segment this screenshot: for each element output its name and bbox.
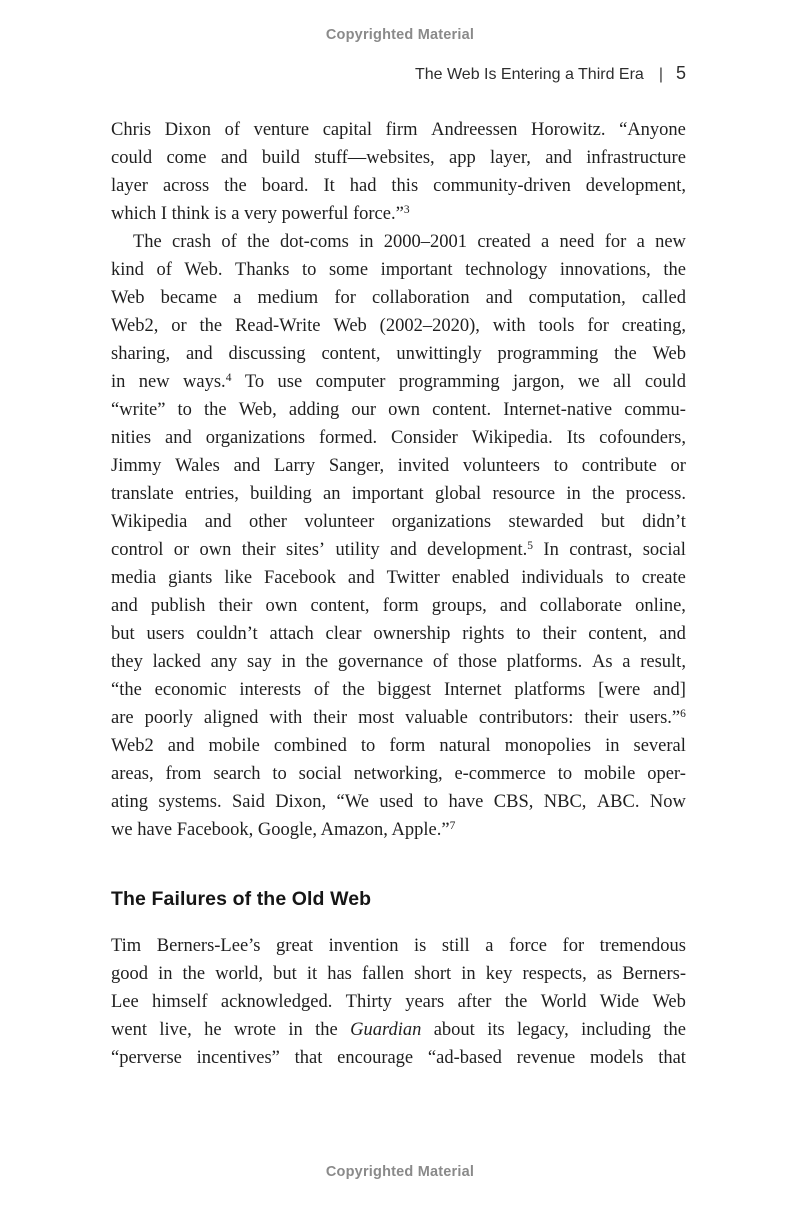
text-line: The crash of the dot-coms in 2000–2001 created a need for a new <box>133 232 686 252</box>
paragraph <box>111 116 686 228</box>
text-line: in new ways.$^4$ To use computer programming jargon, we all could <box>111 372 686 392</box>
text-line: Web2 and mobile combined to form natural monopolies in several <box>111 736 686 756</box>
running-header <box>415 63 686 84</box>
running-title: The Web Is Entering a Third Era <box>414 66 644 83</box>
text-line: Lee himself acknowledged. Thirty years after the World Wide Web <box>111 992 686 1012</box>
copyright-notice-bottom: Copyrighted Material <box>325 1164 475 1180</box>
text-line: could come and build stuff—websites, app layer, and infrastructure <box>111 148 686 168</box>
footnote-reference: 4 <box>225 372 232 384</box>
text-line: “the economic interests of the biggest Internet platforms [were and] <box>111 680 686 700</box>
text-line: sharing, and discussing content, unwittingly programming the Web <box>111 344 686 364</box>
text-line: “write” to the Web, adding our own content. Internet-native commu- <box>111 400 686 420</box>
paragraph <box>111 228 686 844</box>
text-line: Chris Dixon of venture capital firm Andreessen Horowitz. “Anyone <box>111 120 686 140</box>
text-line: which I think is a very powerful force.”$^3$ <box>111 204 410 224</box>
text-line: went live, he wrote in the Guardian about its legacy, including the <box>111 1020 686 1040</box>
footnote-reference: 7 <box>449 820 456 832</box>
text-line: nities and organizations formed. Consider Wikipedia. Its cofounders, <box>111 428 686 448</box>
copyright-notice-top: Copyrighted Material <box>325 27 475 43</box>
italic-text: Guardian <box>350 1020 422 1040</box>
section-heading: The Failures of the Old Web <box>111 888 372 910</box>
text-line: Web became a medium for collaboration and computation, called <box>111 288 686 308</box>
paragraph <box>111 932 686 1072</box>
text-line: and publish their own content, form groups, and collaborate online, <box>111 596 686 616</box>
text-line: are poorly aligned with their most valuable contributors: their users.”$^6$ <box>111 708 686 728</box>
text-line: control or own their sites’ utility and development.$^5$ In contrast, social <box>111 540 686 560</box>
text-line: Tim Berners-Lee’s great invention is still a force for tremendous <box>111 936 686 956</box>
footnote-reference: 6 <box>680 708 686 720</box>
page-number: 5 <box>675 63 686 83</box>
text-line: Web2, or the Read-Write Web (2002–2020), with tools for creating, <box>111 316 686 336</box>
text-line: they lacked any say in the governance of those platforms. As a result, <box>111 652 686 672</box>
text-line: good in the world, but it has fallen short in key respects, as Berners- <box>111 964 686 984</box>
footnote-reference: 3 <box>403 204 410 216</box>
text-line: Jimmy Wales and Larry Sanger, invited volunteers to contribute or <box>111 456 686 476</box>
text-line: but users couldn’t attach clear ownership rights to their content, and <box>111 624 686 644</box>
text-line: areas, from search to social networking, e-commerce to mobile oper- <box>111 764 686 784</box>
header-separator: | <box>658 66 663 83</box>
footnote-reference: 5 <box>527 540 534 552</box>
text-line: translate entries, building an important global resource in the process. <box>111 484 686 504</box>
text-line: “perverse incentives” that encourage “ad-based revenue models that <box>111 1048 686 1068</box>
text-line: media giants like Facebook and Twitter enabled individuals to create <box>111 568 686 588</box>
text-line: we have Facebook, Google, Amazon, Apple.”$^7$ <box>111 820 456 840</box>
text-line: ating systems. Said Dixon, “We used to have CBS, NBC, ABC. Now <box>111 792 686 812</box>
text-line: kind of Web. Thanks to some important technology innovations, the <box>111 260 686 280</box>
text-block <box>111 116 686 1072</box>
text-line: Wikipedia and other volunteer organizations stewarded but didn’t <box>111 512 686 532</box>
text-line: layer across the board. It had this community-driven development, <box>111 176 686 196</box>
